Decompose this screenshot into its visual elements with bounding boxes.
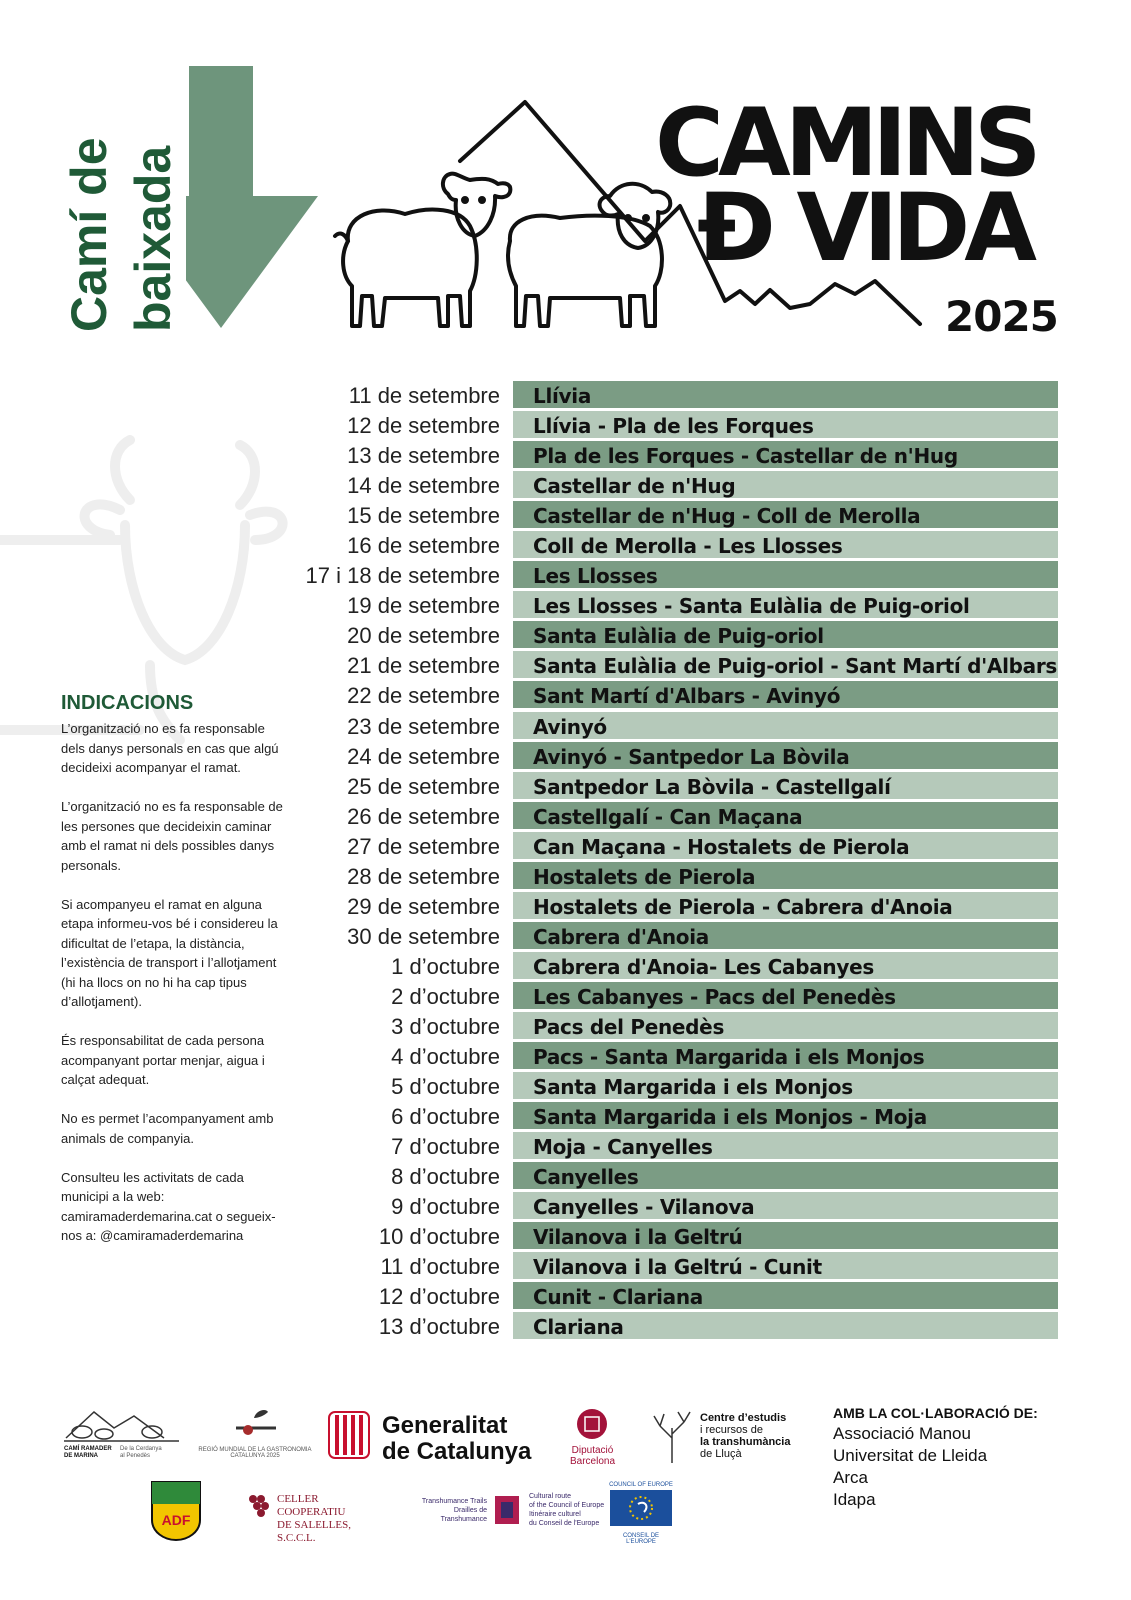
adf-logo xyxy=(150,1480,202,1542)
schedule-date: 23 de setembre xyxy=(347,713,500,739)
centre-transhumancia-logo xyxy=(652,1408,802,1466)
trails-line2: Drailles de Transhumance xyxy=(440,1507,487,1523)
senyera-icon xyxy=(328,1411,370,1459)
schedule-route: Canyelles - Vilanova xyxy=(513,1192,1058,1219)
schedule-date: 12 de setembre xyxy=(347,413,500,439)
schedule-route: Santa Eulàlia de Puig-oriol - Sant Martí d'Albars xyxy=(513,651,1058,678)
collaboration-block xyxy=(833,1405,1038,1511)
cami-ramader-logo xyxy=(64,1408,179,1466)
schedule-row xyxy=(300,952,1060,982)
schedule-row xyxy=(300,832,1060,862)
schedule-date: 20 de setembre xyxy=(347,623,500,649)
cultural-route-icon xyxy=(493,1492,525,1528)
schedule-row xyxy=(300,1252,1060,1282)
schedule-row xyxy=(300,1012,1060,1042)
partner-name: Idapa xyxy=(833,1490,876,1509)
schedule-route: Cabrera d'Anoia xyxy=(513,922,1058,949)
schedule-date: 25 de setembre xyxy=(347,773,500,799)
schedule-row xyxy=(300,471,1060,501)
schedule-date: 11 de setembre xyxy=(348,383,500,408)
cami-ramader-line2: DE MARINA xyxy=(64,1453,98,1459)
brand-year: 2025 xyxy=(945,292,1058,341)
partner-name: Arca xyxy=(833,1468,868,1487)
collaboration-heading: AMB LA COL·LABORACIÓ DE: xyxy=(833,1405,1038,1421)
schedule-route: Santa Margarida i els Monjos - Moja xyxy=(513,1102,1058,1129)
route-direction-title xyxy=(62,100,192,340)
schedule-date: 3 d’octubre xyxy=(391,1013,500,1039)
schedule-date: 19 de setembre xyxy=(347,593,500,619)
diputacio-seal-icon xyxy=(560,1408,625,1440)
centre-line3: la transhumància xyxy=(700,1436,791,1448)
schedule-route: Pla de les Forques - Castellar de n'Hug xyxy=(513,441,1058,468)
schedule-table xyxy=(300,381,1060,1343)
schedule-date: 8 d’octubre xyxy=(391,1164,500,1190)
indicacions-paragraph: L’organització no es fa responsable dels danys personals en cas que algú decideixi acompanyar el ramat. xyxy=(61,721,279,775)
schedule-route: Coll de Merolla - Les Llosses xyxy=(513,531,1058,558)
schedule-date: 2 d’octubre xyxy=(391,983,500,1009)
schedule-row xyxy=(300,712,1060,742)
gastronomia-line1: REGIÓ MUNDIAL DE LA GASTRONOMIA xyxy=(198,1447,312,1453)
partner-name: Associació Manou xyxy=(833,1424,971,1443)
indicacions-paragraph: Consulteu les activitats de cada municipi a la web: camiramaderdemarina.cat o segueix-nos a: @camiramaderdemarina xyxy=(61,1169,276,1243)
side-title-line1: Camí de xyxy=(61,137,117,332)
schedule-row xyxy=(300,922,1060,952)
schedule-date: 28 de setembre xyxy=(347,863,500,889)
schedule-row xyxy=(300,1282,1060,1312)
schedule-date: 16 de setembre xyxy=(347,533,500,559)
schedule-route: Les Cabanyes - Pacs del Penedès xyxy=(513,982,1058,1009)
indicacions-title: INDICACIONS xyxy=(61,692,194,714)
schedule-date: 27 de setembre xyxy=(347,833,500,859)
schedule-date: 15 de setembre xyxy=(347,503,500,529)
cami-ramader-sub2: al Penedès xyxy=(120,1453,151,1459)
schedule-row xyxy=(300,742,1060,772)
schedule-row xyxy=(300,651,1060,681)
brand-title-line1: CAMINS xyxy=(655,89,1036,198)
schedule-row xyxy=(300,621,1060,651)
schedule-route: Can Maçana - Hostalets de Pierola xyxy=(513,832,1058,859)
side-title-line2: baixada xyxy=(125,145,181,332)
schedule-row xyxy=(300,892,1060,922)
transhumance-trails-logo xyxy=(415,1492,605,1532)
schedule-date: 4 d’octubre xyxy=(391,1044,500,1070)
flock-icon xyxy=(64,1408,179,1444)
coe-top-label: COUNCIL OF EUROPE xyxy=(609,1482,673,1488)
celler-logo xyxy=(245,1487,380,1544)
brand-title-line2: Đ VIDA xyxy=(697,174,1031,283)
schedule-row xyxy=(300,591,1060,621)
schedule-route: Canyelles xyxy=(513,1162,1058,1189)
schedule-row xyxy=(300,1132,1060,1162)
schedule-route: Clariana xyxy=(513,1312,1058,1339)
cultural-line2: of the Council of Europe xyxy=(529,1502,605,1509)
adf-label: ADF xyxy=(161,1512,191,1528)
schedule-route: Santpedor La Bòvila - Castellgalí xyxy=(513,772,1058,799)
adf-shield-icon xyxy=(150,1480,202,1542)
indicacions-paragraph: Si acompanyeu el ramat en alguna etapa informeu-vos bé i considereu la dificultat de l’etapa, la distància, l’existència de transport i l’allotjament (hi ha llocs on no hi ha cap tipus d’allotjament). xyxy=(61,896,278,1009)
gastronomia-line2: CATALUNYA 2025 xyxy=(230,1453,280,1459)
schedule-row xyxy=(300,982,1060,1012)
down-arrow-icon xyxy=(186,66,326,334)
schedule-route: Castellar de n'Hug - Coll de Merolla xyxy=(513,501,1058,528)
schedule-date: 24 de setembre xyxy=(347,743,500,769)
schedule-date: 14 de setembre xyxy=(347,473,500,499)
tree-icon xyxy=(652,1408,692,1464)
trails-line1: Transhumance Trails xyxy=(421,1498,487,1505)
centre-line1: Centre d’estudis xyxy=(700,1412,787,1424)
schedule-row xyxy=(300,802,1060,832)
schedule-date: 1 d’octubre xyxy=(391,953,500,979)
schedule-route: Llívia xyxy=(513,381,1058,408)
schedule-row xyxy=(300,561,1060,591)
schedule-route: Les Llosses xyxy=(513,561,1058,588)
grapes-icon xyxy=(245,1487,273,1523)
schedule-route: Hostalets de Pierola - Cabrera d'Anoia xyxy=(513,892,1058,919)
indicacions-panel xyxy=(61,692,291,1265)
schedule-row xyxy=(300,772,1060,802)
schedule-row xyxy=(300,441,1060,471)
generalitat-logo xyxy=(328,1411,543,1465)
schedule-route: Cabrera d'Anoia- Les Cabanyes xyxy=(513,952,1058,979)
schedule-route: Vilanova i la Geltrú - Cunit xyxy=(513,1252,1058,1279)
schedule-row xyxy=(300,862,1060,892)
generalitat-line1: Generalitat xyxy=(382,1412,508,1439)
diputacio-line1: Diputació xyxy=(571,1445,614,1456)
diputacio-line2: Barcelona xyxy=(569,1456,616,1467)
cultural-line3: Itinéraire culturel xyxy=(529,1511,581,1518)
schedule-date: 13 d’octubre xyxy=(378,1314,500,1340)
schedule-row xyxy=(300,381,1060,411)
schedule-row xyxy=(300,411,1060,441)
schedule-row xyxy=(300,1192,1060,1222)
schedule-date: 26 de setembre xyxy=(347,803,500,829)
schedule-date: 30 de setembre xyxy=(347,923,500,949)
schedule-date: 7 d’octubre xyxy=(391,1134,500,1160)
schedule-route: Hostalets de Pierola xyxy=(513,862,1058,889)
schedule-route: Castellar de n'Hug xyxy=(513,471,1058,498)
schedule-date: 29 de setembre xyxy=(347,893,500,919)
celler-line2: DE SALELLES, S.C.C.L. xyxy=(277,1519,351,1544)
schedule-date: 17 i 18 de setembre xyxy=(305,563,500,589)
generalitat-line2: de Catalunya xyxy=(382,1438,532,1465)
schedule-route: Moja - Canyelles xyxy=(513,1132,1058,1159)
centre-line2: i recursos de xyxy=(700,1424,763,1436)
schedule-route: Cunit - Clariana xyxy=(513,1282,1058,1309)
centre-line4: de Lluçà xyxy=(700,1448,742,1460)
schedule-date: 10 d’octubre xyxy=(378,1224,500,1250)
schedule-route: Santa Eulàlia de Puig-oriol xyxy=(513,621,1058,648)
schedule-route: Vilanova i la Geltrú xyxy=(513,1222,1058,1249)
cultural-line1: Cultural route xyxy=(529,1493,572,1500)
celler-line1: CELLER COOPERATIU xyxy=(277,1493,346,1518)
council-of-europe-logo xyxy=(608,1482,674,1545)
cami-ramader-sub1: De la Cerdanya xyxy=(120,1446,162,1452)
schedule-row xyxy=(300,681,1060,711)
coe-bottom-label: CONSEIL DE L'EUROPE xyxy=(622,1533,660,1545)
cultural-line4: du Conseil de l'Europe xyxy=(529,1520,600,1527)
schedule-route: Avinyó - Santpedor La Bòvila xyxy=(513,742,1058,769)
cutlery-leaf-icon xyxy=(196,1408,314,1442)
schedule-row xyxy=(300,501,1060,531)
indicacions-paragraph: L’organització no es fa responsable de les persones que decideixin caminar amb el ramat ni dels possibles danys personals. xyxy=(61,799,283,873)
schedule-route: Castellgalí - Can Maçana xyxy=(513,802,1058,829)
schedule-date: 9 d’octubre xyxy=(391,1194,500,1220)
schedule-row xyxy=(300,531,1060,561)
schedule-route: Llívia - Pla de les Forques xyxy=(513,411,1058,438)
schedule-row xyxy=(300,1102,1060,1132)
schedule-date: 21 de setembre xyxy=(347,653,500,679)
schedule-route: Les Llosses - Santa Eulàlia de Puig-oriol xyxy=(513,591,1058,618)
schedule-route: Pacs - Santa Margarida i els Monjos xyxy=(513,1042,1058,1069)
schedule-row xyxy=(300,1222,1060,1252)
schedule-route: Avinyó xyxy=(513,712,1058,739)
schedule-route: Santa Margarida i els Monjos xyxy=(513,1072,1058,1099)
indicacions-paragraph: No es permet l’acompanyament amb animals de companyia. xyxy=(61,1111,274,1146)
schedule-route: Pacs del Penedès xyxy=(513,1012,1058,1039)
cami-ramader-line1: CAMÍ RAMADER xyxy=(64,1446,112,1452)
schedule-row xyxy=(300,1312,1060,1342)
partner-name: Universitat de Lleida xyxy=(833,1446,988,1465)
gastronomia-logo xyxy=(196,1408,314,1468)
schedule-date: 5 d’octubre xyxy=(391,1074,500,1100)
schedule-date: 13 de setembre xyxy=(347,443,500,469)
schedule-date: 22 de setembre xyxy=(347,683,500,709)
diputacio-logo xyxy=(560,1408,625,1468)
schedule-row xyxy=(300,1042,1060,1072)
schedule-row xyxy=(300,1072,1060,1102)
schedule-row xyxy=(300,1162,1060,1192)
indicacions-paragraph: És responsabilitat de cada persona acompanyant portar menjar, aigua i calçat adequat. xyxy=(61,1033,265,1087)
schedule-date: 12 d’octubre xyxy=(378,1284,500,1310)
schedule-route: Sant Martí d'Albars - Avinyó xyxy=(513,681,1058,708)
schedule-date: 6 d’octubre xyxy=(391,1104,500,1130)
coe-flag-icon xyxy=(608,1488,674,1528)
schedule-date: 11 d’octubre xyxy=(380,1254,500,1280)
